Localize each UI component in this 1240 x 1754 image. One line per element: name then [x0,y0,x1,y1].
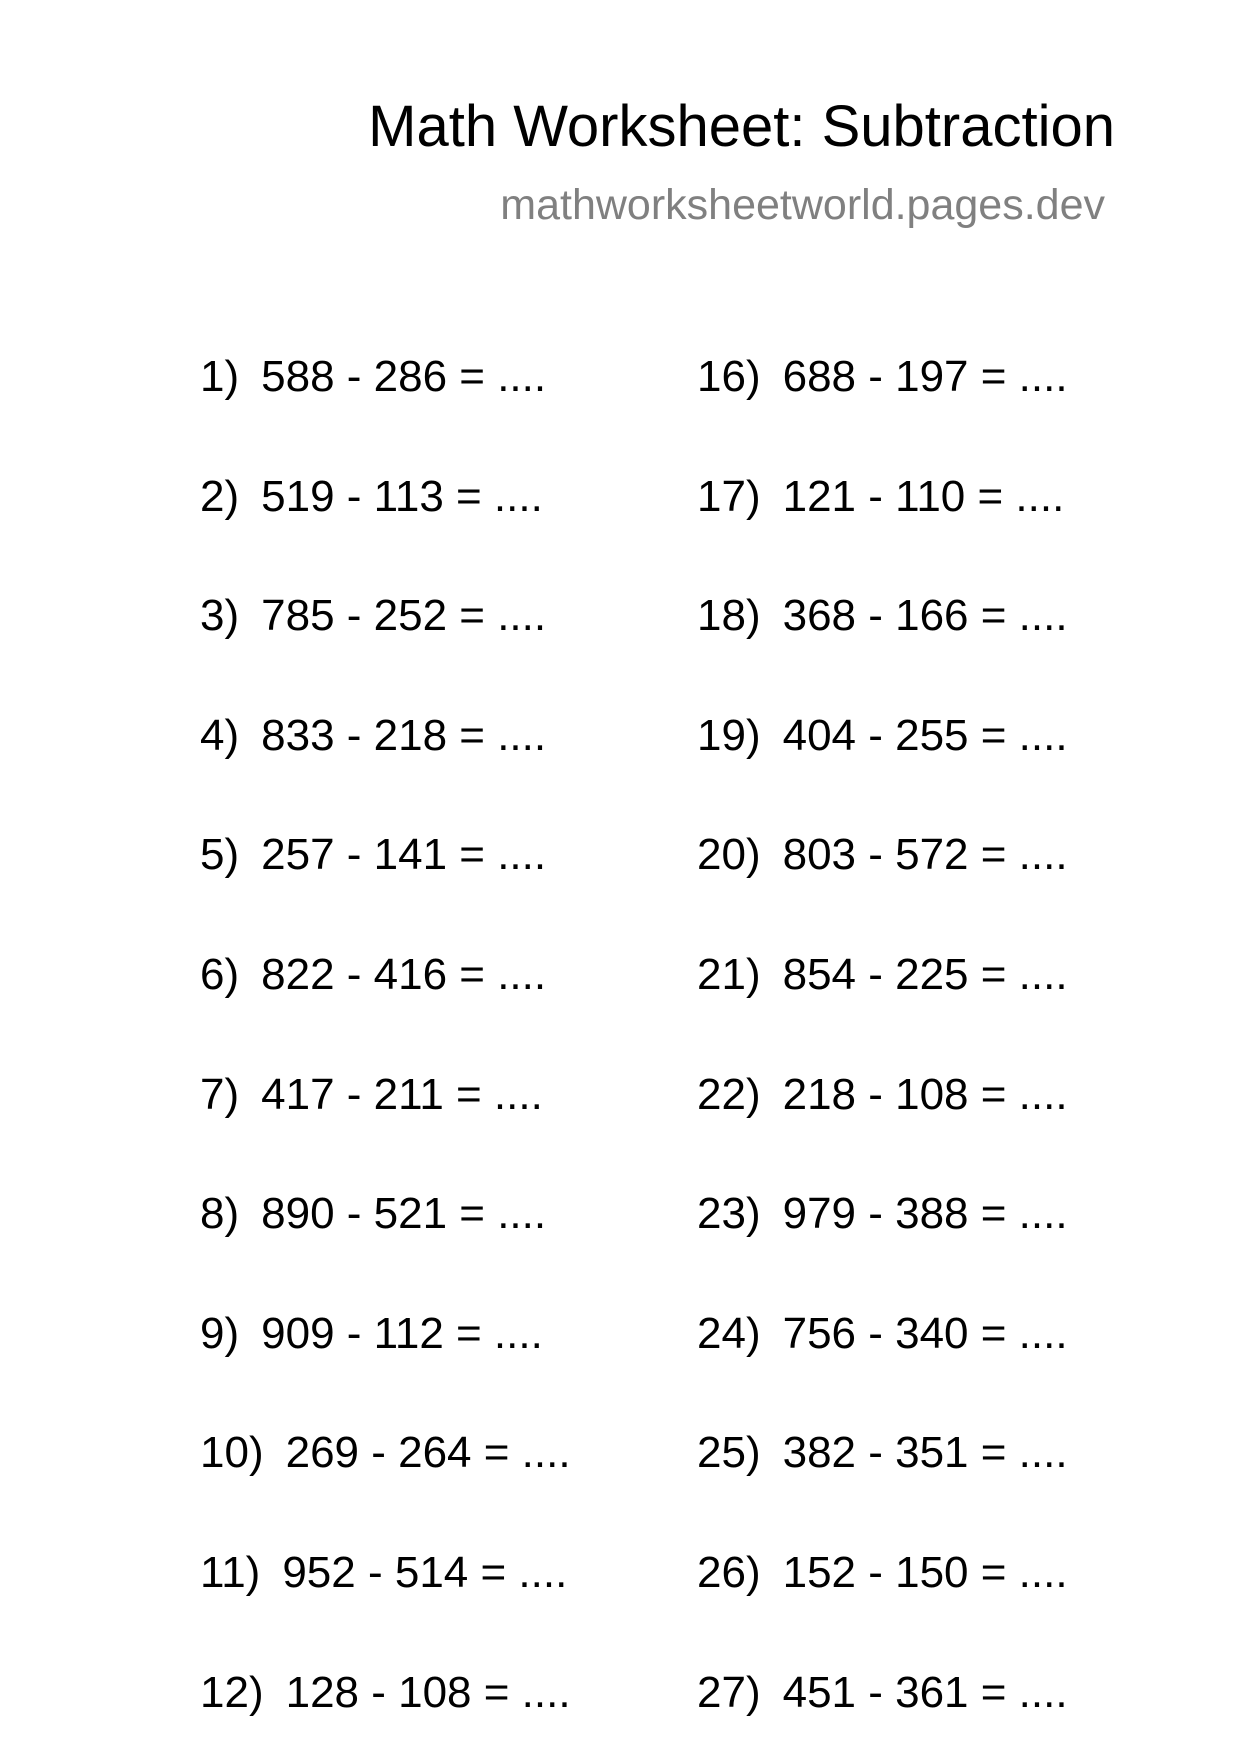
problem-item [697,1070,1068,1119]
problem-expression: 854 - 225 = .... [782,950,1068,999]
problem-item [200,830,547,879]
problem-expression: 269 - 264 = .... [285,1428,571,1477]
problem-number: 3) [200,591,240,640]
problem-number: 8) [200,1189,240,1238]
problem-expression: 803 - 572 = .... [782,830,1068,879]
problem-number: 12) [200,1668,264,1717]
problem-item [697,1428,1068,1477]
problem-expression: 257 - 141 = .... [261,830,547,879]
problem-item [697,1189,1068,1238]
problem-item [200,1428,571,1477]
problem-expression: 756 - 340 = .... [782,1309,1068,1358]
problem-item [200,1309,543,1358]
problem-expression: 451 - 361 = .... [782,1668,1068,1717]
problem-expression: 368 - 166 = .... [782,591,1068,640]
problem-expression: 404 - 255 = .... [782,711,1068,760]
problem-expression: 588 - 286 = .... [261,352,547,401]
problem-number: 26) [697,1548,761,1597]
problem-item [697,1309,1068,1358]
problem-item [200,1668,571,1717]
problem-number: 27) [697,1668,761,1717]
problem-item [200,1189,547,1238]
problem-number: 1) [200,352,240,401]
problem-expression: 121 - 110 = .... [782,472,1065,521]
problem-number: 6) [200,950,240,999]
problem-expression: 822 - 416 = .... [261,950,547,999]
problem-number: 11) [200,1548,261,1597]
problem-item [697,1548,1068,1597]
problem-expression: 890 - 521 = .... [261,1189,547,1238]
problem-expression: 979 - 388 = .... [782,1189,1068,1238]
problem-expression: 382 - 351 = .... [782,1428,1068,1477]
problem-item [697,352,1068,401]
problem-number: 23) [697,1189,761,1238]
problem-item [200,1548,568,1597]
problem-expression: 417 - 211 = .... [261,1070,543,1119]
problem-expression: 833 - 218 = .... [261,711,547,760]
problem-item [200,1070,543,1119]
problem-number: 19) [697,711,761,760]
problem-item [697,950,1068,999]
problem-expression: 688 - 197 = .... [782,352,1068,401]
problem-item [697,711,1068,760]
problem-item [697,1668,1068,1717]
problem-number: 21) [697,950,761,999]
problem-item [697,472,1065,521]
problem-expression: 952 - 514 = .... [282,1548,568,1597]
problem-number: 20) [697,830,761,879]
problem-expression: 519 - 113 = .... [261,472,543,521]
problem-number: 18) [697,591,761,640]
problem-number: 4) [200,711,240,760]
problem-expression: 785 - 252 = .... [261,591,547,640]
worksheet-title: Math Worksheet: Subtraction [368,94,1115,159]
problem-item [200,352,547,401]
problem-number: 5) [200,830,240,879]
problem-item [697,830,1068,879]
problem-number: 17) [697,472,761,521]
problem-item [200,591,547,640]
problem-number: 10) [200,1428,264,1477]
problem-number: 24) [697,1309,761,1358]
problem-item [200,950,547,999]
problem-expression: 909 - 112 = .... [261,1309,543,1358]
problem-number: 7) [200,1070,240,1119]
problem-item [200,472,543,521]
problem-number: 22) [697,1070,761,1119]
problem-expression: 152 - 150 = .... [782,1548,1068,1597]
problem-item [697,591,1068,640]
problem-number: 2) [200,472,240,521]
problem-number: 25) [697,1428,761,1477]
problem-expression: 218 - 108 = .... [782,1070,1068,1119]
problem-item [200,711,547,760]
problem-expression: 128 - 108 = .... [285,1668,571,1717]
problem-number: 9) [200,1309,240,1358]
site-url: mathworksheetworld.pages.dev [500,181,1105,229]
problem-number: 16) [697,352,761,401]
